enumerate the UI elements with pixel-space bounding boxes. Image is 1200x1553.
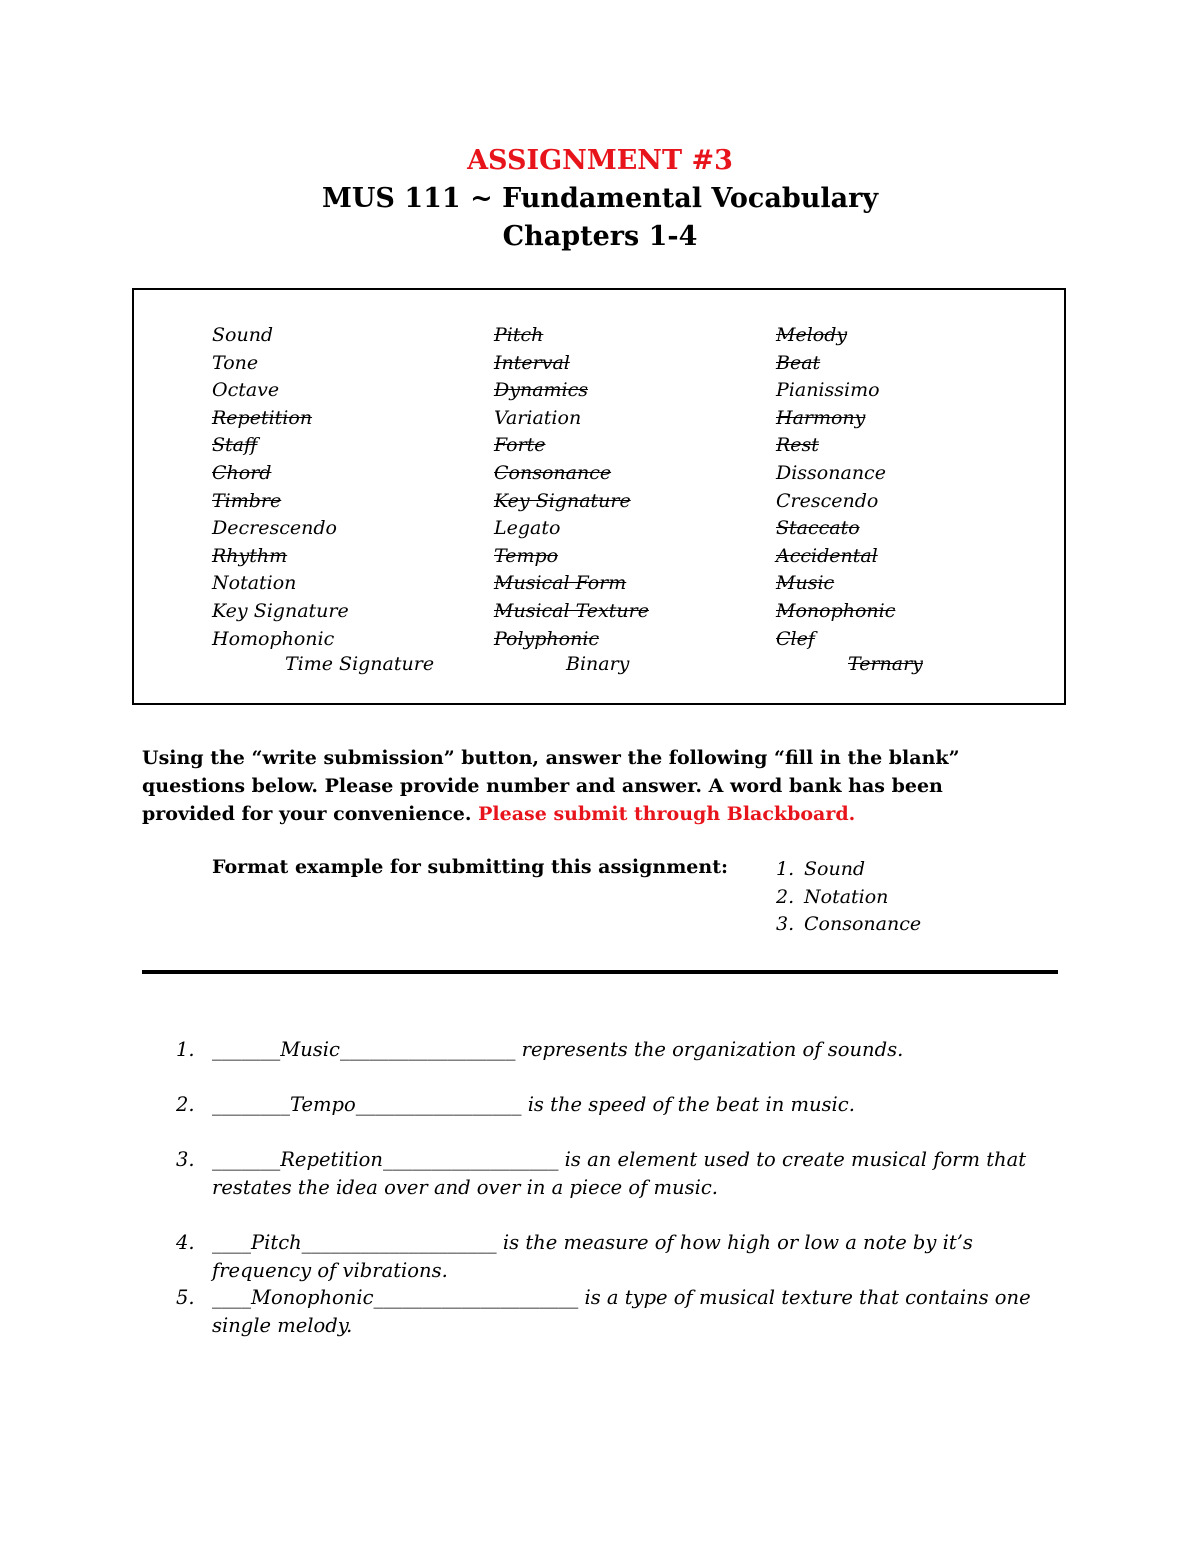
question-1 [176, 1036, 1036, 1064]
section-divider [142, 970, 1058, 974]
question-text: _______Repetition__________________ is an element used to create musical form that restates the idea over and over in a piece of music. [212, 1148, 1027, 1199]
word-bank-entry: Homophonic [212, 627, 335, 650]
question-text: ____Pitch____________________ is the measure of how high or low a note by it’s frequency of vibrations. [212, 1231, 973, 1282]
word-bank-entry: Musical Form [494, 572, 627, 595]
format-example-number: 2. [776, 885, 795, 908]
word-bank-entry: Tone [212, 351, 259, 374]
word-bank-entry: Rhythm [212, 544, 288, 567]
word-bank-entry: Legato [494, 517, 561, 540]
question-3 [176, 1146, 1036, 1202]
word-bank-entry: Monophonic [776, 599, 896, 622]
word-bank-entry: Interval [494, 351, 570, 374]
word-bank-entry: Music [776, 572, 835, 595]
question-number: 2. [176, 1093, 195, 1116]
word-bank-entry: Chord [212, 461, 272, 484]
word-bank-entry: Key Signature [494, 489, 631, 512]
word-bank-entry: Accidental [776, 544, 878, 567]
question-2 [176, 1091, 1036, 1119]
format-example-item [776, 856, 921, 884]
word-bank-last-3: Ternary [848, 653, 923, 675]
word-bank-entry: Notation [212, 572, 297, 595]
chapters-subtitle: Chapters 1-4 [502, 221, 698, 252]
question-4 [176, 1229, 1036, 1285]
instructions-emphasis: Please submit through Blackboard. [478, 803, 856, 825]
word-bank-entry: Dynamics [494, 379, 589, 402]
word-bank-entry: Tempo [494, 544, 559, 567]
format-example-label: Format example for submitting this assignment: [212, 856, 728, 878]
question-number: 5. [176, 1286, 195, 1309]
course-title: MUS 111 ~ Fundamental Vocabulary [321, 183, 879, 214]
question-number: 4. [176, 1231, 195, 1254]
word-bank-entry: Pianissimo [776, 379, 880, 402]
word-bank-entry: Beat [776, 351, 821, 374]
word-bank-entry: Staff [212, 434, 258, 457]
question-number: 1. [176, 1038, 195, 1061]
word-bank-entry: Repetition [212, 406, 313, 429]
word-bank-entry: Decrescendo [212, 517, 337, 540]
format-example-list [776, 856, 921, 939]
word-bank-entry: Melody [776, 324, 848, 346]
word-bank-entry: Sound [212, 324, 274, 346]
word-bank [132, 288, 1066, 705]
word-bank-entry: Forte [494, 434, 546, 457]
format-example-text: Sound [804, 858, 866, 880]
question-text: _______Music__________________ represents the organization of sounds. [212, 1038, 904, 1061]
question-number: 3. [176, 1148, 195, 1171]
format-example-text: Notation [804, 885, 889, 908]
word-bank-entry: Timbre [212, 489, 282, 512]
word-bank-entry: Variation [494, 406, 582, 429]
word-bank-entry: Key Signature [212, 599, 349, 622]
word-bank-entry: Staccato [776, 517, 860, 540]
format-example-text: Consonance [804, 913, 922, 935]
word-bank-entry: Polyphonic [494, 627, 600, 650]
word-bank-entry: Musical Texture [494, 599, 649, 622]
format-example-item [776, 884, 921, 912]
instructions-text: Using the “write submission” button, answer the following “fill in the blank” questions below. Please provide number and answer. A word bank has been provided for your convenience. [142, 747, 960, 825]
word-bank-entry: Harmony [776, 406, 866, 429]
document-header [0, 142, 1200, 256]
word-bank-entry: Dissonance [776, 461, 886, 484]
word-bank-entry: Crescendo [776, 489, 879, 512]
format-example-number: 1. [776, 858, 795, 880]
word-bank-last-2: Binary [566, 653, 630, 675]
word-bank-entry: Rest [776, 434, 819, 457]
question-text: ________Tempo_________________ is the speed of the beat in music. [212, 1093, 855, 1116]
format-example-number: 3. [776, 913, 795, 935]
word-bank-entry: Consonance [494, 461, 612, 484]
word-bank-entry: Octave [212, 379, 280, 402]
word-bank-column-2 [494, 322, 649, 653]
word-bank-entry: Pitch [494, 324, 544, 346]
word-bank-column-3 [776, 322, 895, 653]
word-bank-entry: Clef [776, 627, 815, 650]
word-bank-column-1 [212, 322, 349, 653]
question-5 [176, 1284, 1036, 1340]
question-text: ____Monophonic_____________________ is a type of musical texture that contains one single melody. [212, 1286, 1031, 1337]
format-example-item [776, 911, 921, 939]
instructions [142, 744, 1022, 828]
word-bank-last-1: Time Signature [285, 653, 435, 675]
assignment-title: ASSIGNMENT #3 [467, 145, 733, 176]
